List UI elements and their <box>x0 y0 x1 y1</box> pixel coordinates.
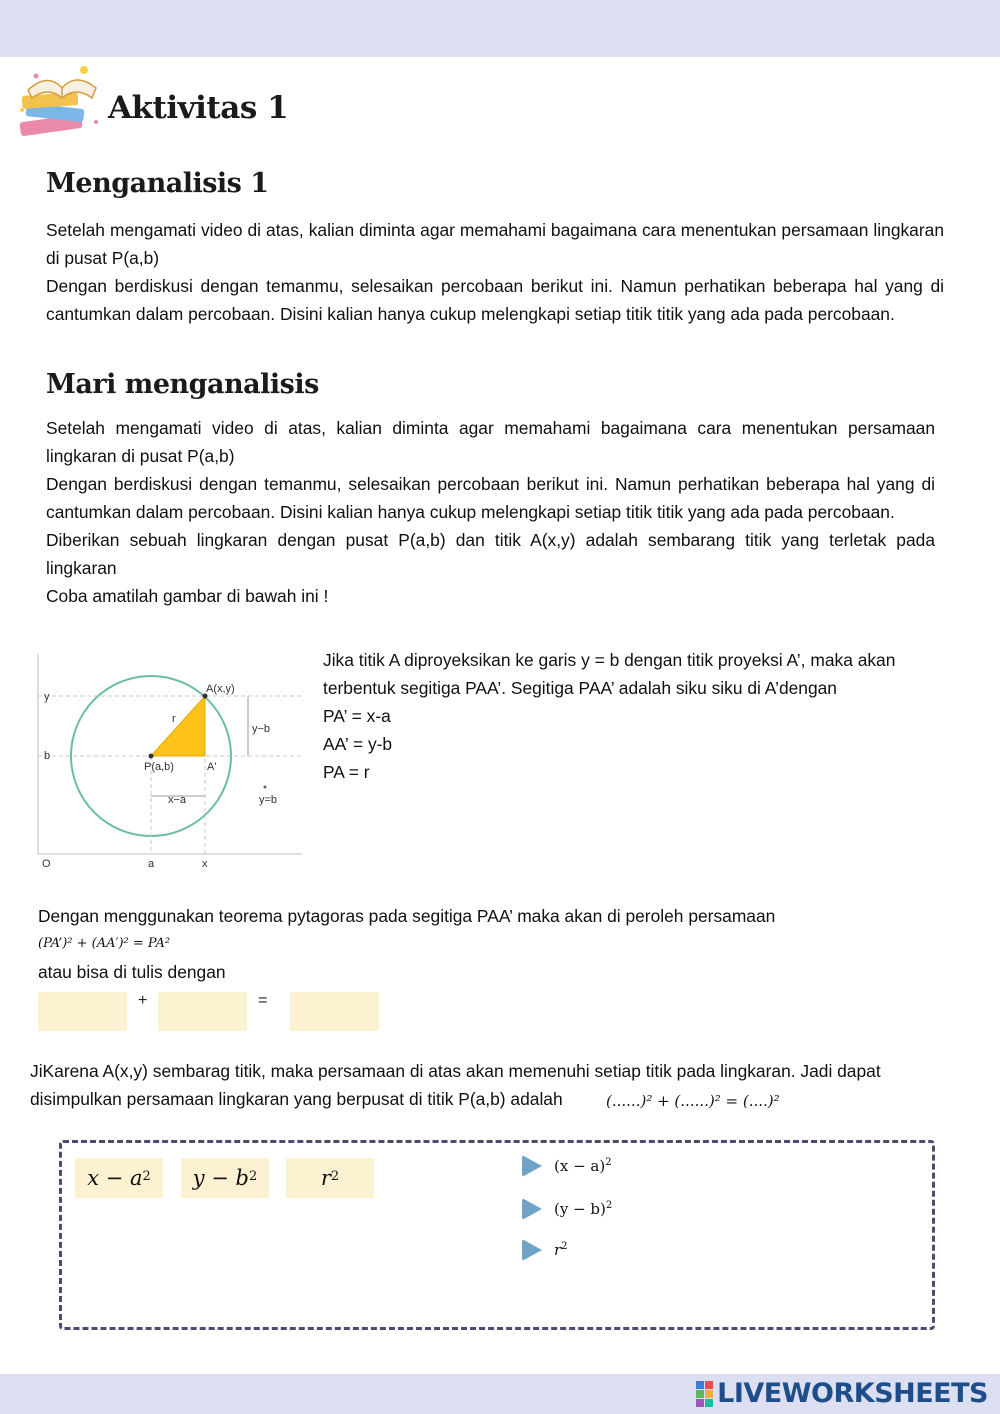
axis-label-y: y <box>44 691 50 703</box>
option-1-exponent: 2 <box>605 1157 612 1168</box>
section1-paragraph-2: Dengan berdiskusi dengan temanmu, selesaikan percobaan berikut ini. Namun perhatikan beberapa hal yang di cantumkan dalam percobaan. Disini kalian hanya cukup melengkapi setiap titik titik yang ada pada percobaan. <box>46 276 944 324</box>
pythagoras-alt-text: atau bisa di tulis dengan <box>38 962 226 982</box>
explain-line-5: PA = r <box>323 762 370 782</box>
chip-1-exponent: 2 <box>142 1168 151 1184</box>
label-x-minus-a: x−a <box>168 794 187 806</box>
label-y-minus-b: y−b <box>252 723 271 735</box>
option-x-minus-a-squared[interactable] <box>522 1155 612 1177</box>
conclusion-line-2: disimpulkan persamaan lingkaran yang berpusat di titik P(a,b) adalah <box>30 1089 563 1109</box>
section1-text <box>46 216 944 328</box>
answer-drop-box-2[interactable] <box>158 992 247 1031</box>
draggable-chip-y-minus-b[interactable] <box>181 1158 269 1198</box>
section2-paragraph-4: Coba amatilah gambar di bawah ini ! <box>46 586 329 606</box>
label-a-prime: A' <box>207 761 217 773</box>
option-y-minus-b-squared[interactable] <box>522 1198 612 1220</box>
option-3-exponent: 2 <box>561 1241 568 1252</box>
circle-diagram <box>30 652 310 880</box>
brand-text: LIVEWORKSHEETS <box>717 1378 988 1409</box>
chip-3-base: r <box>320 1166 331 1190</box>
axis-label-x: x <box>202 858 208 870</box>
chip-2-exponent: 2 <box>248 1168 258 1184</box>
label-r: r <box>172 713 176 725</box>
section2-paragraph-3: Diberikan sebuah lingkaran dengan pusat P(a,b) dan titik A(x,y) adalah sembarang titik yang terletak pada lingkaran <box>46 530 935 578</box>
top-bar <box>0 0 1000 57</box>
section-heading-menganalisis: Menganalisis 1 <box>46 168 269 199</box>
play-arrow-icon <box>522 1239 542 1261</box>
draggable-chip-x-minus-a[interactable] <box>75 1158 163 1198</box>
play-arrow-icon <box>522 1198 542 1220</box>
page-title: Aktivitas 1 <box>108 90 289 126</box>
pythagoras-formula: (PA’)² + (AA′)² = PA² <box>38 936 171 951</box>
option-1-base: (x − a) <box>554 1157 606 1175</box>
conclusion-line-1: JiKarena A(x,y) sembarag titik, maka persamaan di atas akan memenuhi setiap titik pada lingkaran. Jadi dapat <box>30 1061 881 1081</box>
play-arrow-icon <box>522 1155 542 1177</box>
axis-label-o: O <box>42 858 51 870</box>
label-p-point: P(a,b) <box>144 761 174 773</box>
answer-drop-box-3[interactable] <box>290 992 379 1031</box>
section1-paragraph-1: Setelah mengamati video di atas, kalian diminta agar memahami bagaimana cara menentukan persamaan lingkaran di pusat P(a,b) <box>46 220 944 268</box>
explain-line-2: terbentuk segitiga PAA’. Segitiga PAA’ adalah siku siku di A’dengan <box>323 678 837 698</box>
conclusion-formula: (......)² + (......)² = (....)² <box>606 1092 780 1110</box>
explain-line-1: Jika titik A diproyeksikan ke garis y = b dengan titik proyeksi A’, maka akan <box>323 650 896 670</box>
chip-2-base: y − b <box>192 1166 249 1190</box>
plus-sign: + <box>138 992 148 1009</box>
section-heading-mari-menganalisis: Mari menganalisis <box>46 369 319 400</box>
answer-drop-box-1[interactable] <box>38 992 127 1031</box>
chip-1-base: x − a <box>87 1166 143 1190</box>
draggable-chip-r[interactable] <box>286 1158 374 1198</box>
section2-text <box>46 414 935 610</box>
label-a-point: A(x,y) <box>206 683 235 695</box>
logo-grid-icon <box>696 1381 713 1407</box>
option-2-exponent: 2 <box>605 1200 613 1211</box>
pythagoras-intro: Dengan menggunakan teorema pytagoras pada segitiga PAA’ maka akan di peroleh persamaan <box>38 906 776 926</box>
books-icon <box>12 58 102 144</box>
section2-paragraph-1: Setelah mengamati video di atas, kalian diminta agar memahami bagaimana cara menentukan persamaan lingkaran di pusat P(a,b) <box>46 418 935 466</box>
explain-line-4: AA’ = y-b <box>323 734 393 754</box>
explain-line-3: PA’ = x-a <box>323 706 391 726</box>
chip-3-exponent: 2 <box>330 1168 340 1184</box>
option-3-base: r <box>554 1241 562 1259</box>
right-triangle-paa <box>151 696 205 756</box>
section2-paragraph-2: Dengan berdiskusi dengan temanmu, selesaikan percobaan berikut ini. Namun perhatikan beberapa hal yang di cantumkan dalam percobaan. Disini kalian hanya cukup melengkapi setiap titik titik yang ada pada percobaan. <box>46 474 935 522</box>
label-y-eq-b: y=b <box>259 794 278 806</box>
liveworksheets-logo[interactable] <box>696 1378 988 1409</box>
option-r-squared[interactable] <box>522 1239 568 1261</box>
equals-sign: = <box>258 992 268 1009</box>
axis-label-b: b <box>44 750 51 762</box>
axis-label-a: a <box>148 858 155 870</box>
option-2-base: (y − b) <box>554 1200 606 1218</box>
